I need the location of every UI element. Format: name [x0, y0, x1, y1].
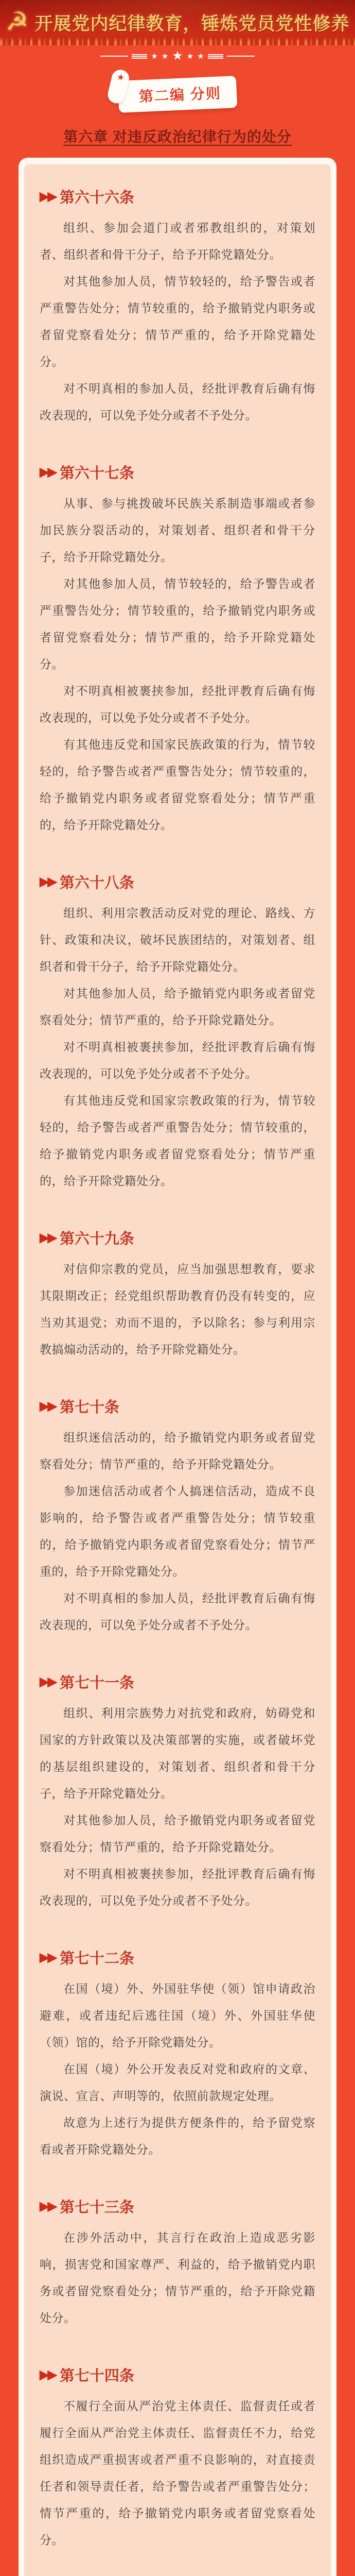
double-arrow-icon: ▶▶	[40, 2199, 56, 2213]
article-paragraph: 对不明真相的参加人员，经批评教育后确有悔改表现的，可以免予处分或者不予处分。	[40, 1591, 315, 1632]
article-number: 第七十二条	[59, 1951, 134, 1967]
article-paragraph: 故意为上述行为提供方便条件的，给予留党察看或者开除党籍处分。	[40, 2116, 315, 2156]
article-paragraph: 组织、利用宗族势力对抗党和政府，妨碍党和国家的方针政策以及决策部署的实施，或者破坏党的基层组织建设的，对策划者、组织者和骨干分子，给予开除党籍处分。	[40, 1706, 315, 1800]
article-paragraph: 对不明真相被裹挟参加，经批评教育后确有悔改表现的，可以免予处分或者不予处分。	[40, 1040, 315, 1080]
article-heading	[40, 1227, 315, 1248]
article-number: 第七十三条	[59, 2199, 134, 2216]
article	[40, 462, 315, 838]
double-arrow-icon: ▶▶	[40, 1230, 56, 1245]
article-number: 第七十条	[59, 1399, 119, 1416]
article	[40, 1671, 315, 1914]
star-icon: ★	[197, 52, 204, 61]
article-paragraph: 参加迷信活动或者个人搞迷信活动，造成不良影响的，给予警告或者严重警告处分；情节较重的，给予撤销党内职务或者留党察看处分；情节严重的，给予开除党籍处分。	[40, 1484, 315, 1578]
double-arrow-icon: ▶▶	[40, 2367, 56, 2382]
article-heading	[40, 1947, 315, 1968]
article	[40, 186, 315, 429]
divider-triple-line	[208, 54, 223, 59]
section-badge	[116, 71, 237, 113]
star-icon: ★	[172, 49, 183, 63]
star-divider	[0, 45, 355, 65]
article-paragraph: 对不明真相的参加人员，经批评教育后确有悔改表现的，可以免予处分或者不予处分。	[40, 382, 315, 422]
article-heading	[40, 871, 315, 892]
double-arrow-icon: ▶▶	[40, 1950, 56, 1964]
star-icon: ★	[151, 52, 158, 61]
article-paragraph: 组织、利用宗教活动反对党的理论、路线、方针、政策和决议，破坏民族团结的，对策划者、组织者和骨干分子，给予开除党籍处分。	[40, 906, 315, 973]
article-paragraph: 在国（境）外公开发表反对党和政府的文章、演说、宣言、声明等的，依照前款规定处理。	[40, 2062, 315, 2103]
article-paragraph: 组织迷信活动的，给予撤销党内职务或者留党察看处分；情节严重的，给予开除党籍处分。	[40, 1431, 315, 1471]
article-heading	[40, 462, 315, 483]
divider-line	[100, 56, 128, 57]
double-arrow-icon: ▶▶	[40, 874, 56, 889]
article-paragraph: 组织、参加会道门或者邪教组织的，对策划者、组织者和骨干分子，给予开除党籍处分。	[40, 221, 315, 261]
star-icon: ★	[186, 52, 194, 61]
article	[40, 1396, 315, 1638]
article-number: 第六十七条	[59, 465, 134, 482]
header-banner	[0, 0, 355, 45]
chapter-title: 第六章 对违反政治纪律行为的处分	[63, 129, 292, 145]
article	[40, 1947, 315, 2163]
article-heading	[40, 1671, 315, 1692]
banner-title: 开展党内纪律教育，锤炼党员党性修养	[34, 14, 350, 34]
article-paragraph: 在涉外活动中，其言行在政治上造成恶劣影响，损害党和国家尊严、利益的，给予撤销党内职务或者留党察看处分；情节严重的，给予开除党籍处分。	[40, 2231, 315, 2325]
article-heading	[40, 2196, 315, 2217]
article	[40, 2364, 315, 2553]
article	[40, 1227, 315, 1363]
article-paragraph: 有其他违反党和国家民族政策的行为，情节较轻的，给予警告或者严重警告处分；情节较重的，给予撤销党内职务或者留党察看处分；情节严重的，给予开除党籍处分。	[40, 738, 315, 832]
divider-triple-line	[132, 54, 147, 59]
article-number: 第六十九条	[59, 1231, 134, 1247]
ribbon-tab	[106, 68, 131, 105]
section-badge-label: 第二编 分则	[138, 85, 222, 105]
content-card	[19, 158, 336, 2576]
articles-panel	[24, 164, 331, 2576]
double-arrow-icon: ▶▶	[40, 1399, 56, 1413]
article-heading	[40, 1396, 315, 1417]
article-number: 第六十六条	[59, 190, 134, 206]
article-paragraph: 在国（境）外、外国驻华使（领）馆申请政治避难，或者违纪后逃往国（境）外、外国驻华使（领）馆的，给予开除党籍处分。	[40, 1982, 315, 2049]
article-paragraph: 从事、参与挑拨破坏民族关系制造事端或者参加民族分裂活动的，对策划者、组织者和骨干分子，给予开除党籍处分。	[40, 497, 315, 564]
article	[40, 871, 315, 1194]
article-paragraph: 对其他参加人员，给予撤销党内职务或者留党察看处分；情节严重的，给予开除党籍处分。	[40, 1814, 315, 1854]
section-badge-wrap	[0, 71, 355, 110]
double-arrow-icon: ▶▶	[40, 465, 56, 479]
double-arrow-icon: ▶▶	[40, 1674, 56, 1689]
articles-list	[40, 186, 315, 2576]
skyline-silhouette	[0, 37, 355, 45]
article-paragraph: 对其他参加人员，情节较轻的，给予警告或者严重警告处分；情节较重的，给予撤销党内职务或者留党察看处分；情节严重的，给予开除党籍处分。	[40, 577, 315, 671]
star-icon: ★	[161, 52, 169, 61]
article-heading	[40, 186, 315, 207]
article-paragraph: 对其他参加人员，情节较轻的，给予警告或者严重警告处分；情节较重的，给予撤销党内职务或者留党察看处分；情节严重的，给予开除党籍处分。	[40, 275, 315, 368]
article-number: 第七十四条	[59, 2368, 134, 2384]
double-arrow-icon: ▶▶	[40, 189, 56, 204]
party-emblem-icon: ☭	[5, 7, 29, 36]
content-background	[0, 45, 355, 2576]
divider-line	[227, 56, 255, 57]
article-number: 第七十一条	[59, 1675, 134, 1691]
star-icon: ★	[116, 71, 126, 83]
article-paragraph: 不履行全面从严治党主体责任、监督责任或者履行全面从严治党主体责任、监督责任不力，给党组织造成严重损害或者严重不良影响的，对直接责任者和领导责任者，给予警告或者严重警告处分；情节严重的，给予撤销党内职务或者留党察看处分。	[40, 2399, 315, 2547]
article-number: 第六十八条	[59, 875, 134, 891]
article-paragraph: 对不明真相被裹挟参加，经批评教育后确有悔改表现的，可以免予处分或者不予处分。	[40, 684, 315, 724]
article-heading	[40, 2364, 315, 2385]
article-paragraph: 对其他参加人员，给予撤销党内职务或者留党察看处分；情节严重的，给予开除党籍处分。	[40, 987, 315, 1027]
article-paragraph: 有其他违反党和国家宗教政策的行为，情节较轻的，给予警告或者严重警告处分；情节较重的，给予撤销党内职务或者留党察看处分；情节严重的，给予开除党籍处分。	[40, 1094, 315, 1188]
article-paragraph: 对信仰宗教的党员，应当加强思想教育，要求其限期改正；经党组织帮助教育仍没有转变的，应当劝其退党；劝而不退的，予以除名；参与利用宗教搞煽动活动的，给予开除党籍处分。	[40, 1262, 315, 1356]
article-paragraph: 对不明真相被裹挟参加，经批评教育后确有悔改表现的，可以免予处分或者不予处分。	[40, 1867, 315, 1907]
